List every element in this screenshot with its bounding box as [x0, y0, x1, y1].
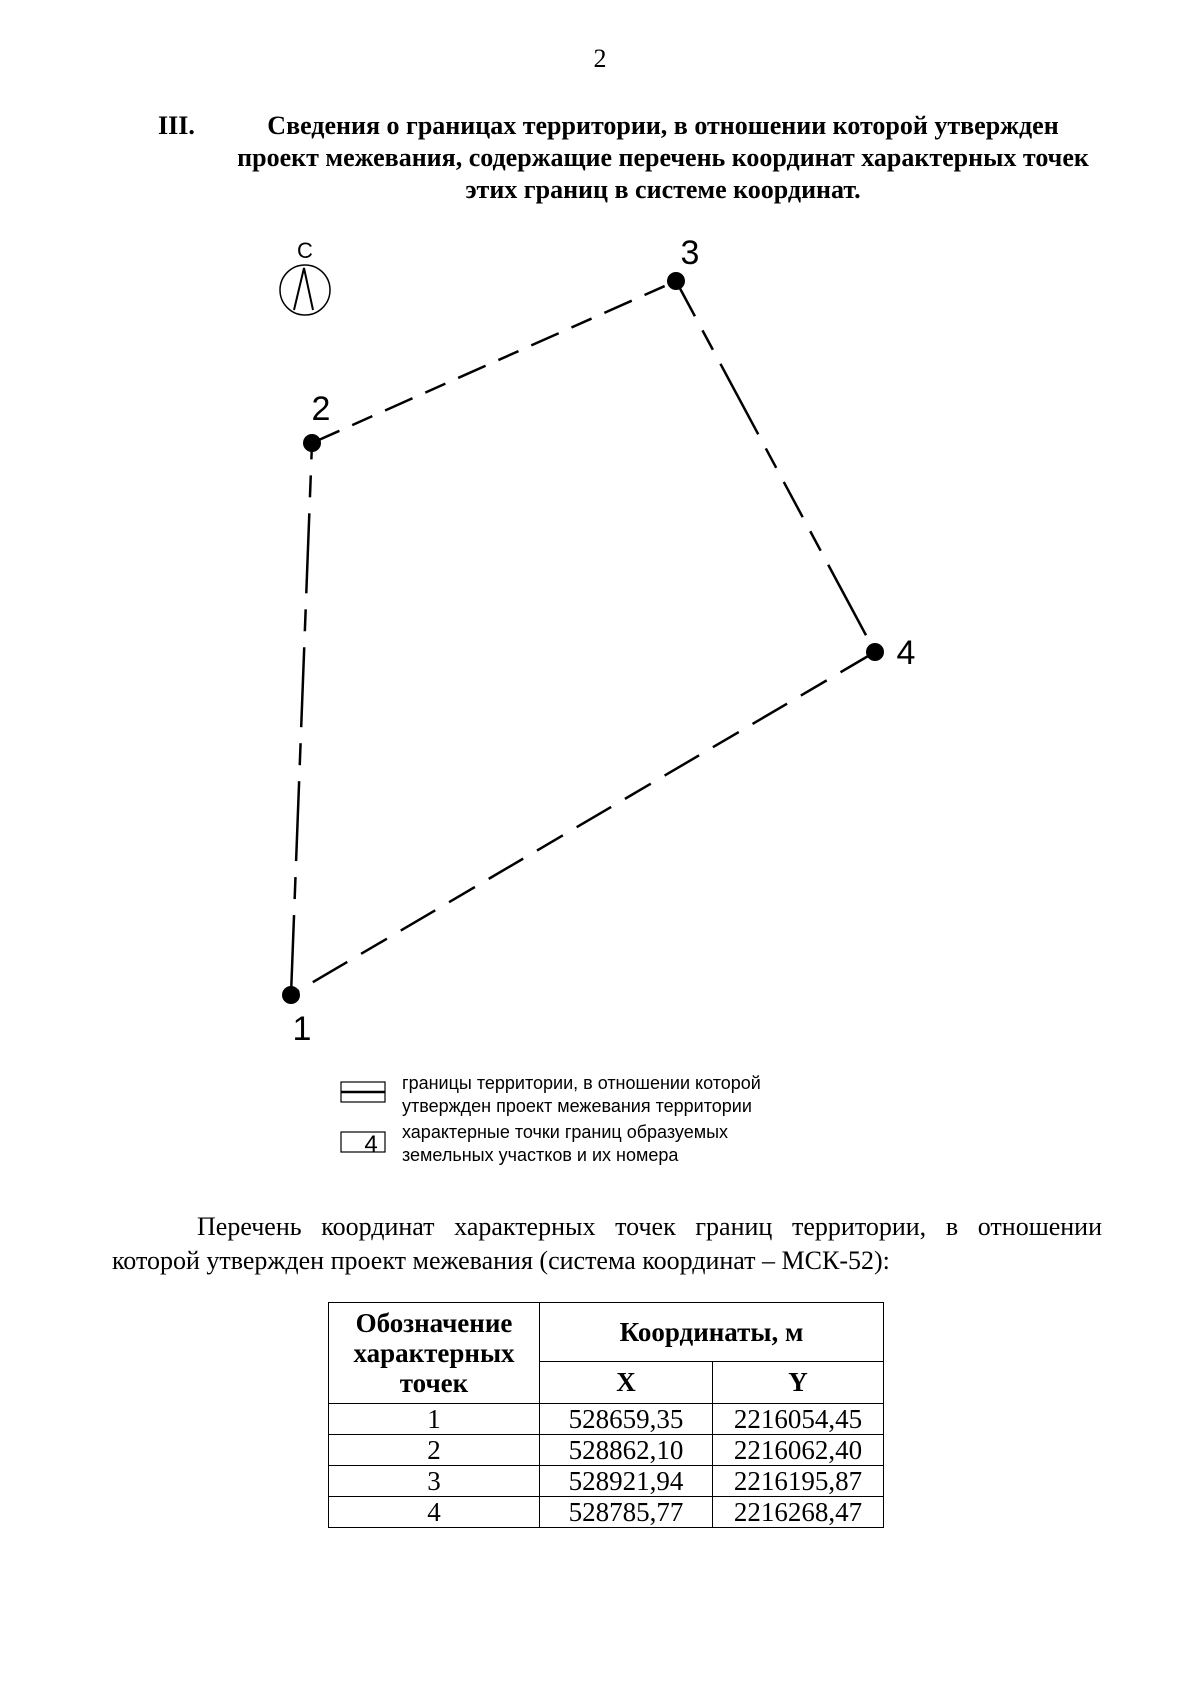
legend-point-swatch: [341, 1132, 385, 1152]
point-3-marker: [667, 272, 685, 290]
table-row: [329, 1497, 884, 1528]
cell-point: 4: [329, 1497, 540, 1528]
legend-point-text-1: характерные точки границ образуемых: [402, 1122, 729, 1142]
cell-x: 528921,94: [540, 1466, 713, 1497]
legend: [341, 1073, 761, 1165]
point-2-label: 2: [311, 390, 331, 428]
header-y: Y: [713, 1361, 884, 1403]
table-row: [329, 1404, 884, 1435]
legend-line-text-2: утвержден проект межевания территории: [402, 1096, 752, 1116]
cell-y: 2216054,45: [713, 1404, 884, 1435]
intro-paragraph: Перечень координат характерных точек границ территории, в отношении которой утвержден проект межевания (система координат – МСК-52):: [112, 1212, 1102, 1275]
section-title: Сведения о границах территории, в отношении которой утвержден проект межевания, содержащие перечень координат характерных точек этих границ в системе координат.: [237, 111, 1089, 204]
legend-point-text-2: земельных участков и их номера: [402, 1145, 679, 1165]
point-1-label: 1: [292, 1010, 312, 1048]
point-1-marker: [282, 986, 300, 1004]
point-3-label: 3: [680, 234, 700, 272]
table-row: [329, 1466, 884, 1497]
header-x: X: [540, 1361, 713, 1403]
point-4-marker: [866, 643, 884, 661]
coordinates-table: [328, 1302, 884, 1528]
section-number: III.: [158, 111, 195, 140]
boundary-points: [282, 234, 915, 1048]
page-number: 2: [593, 44, 607, 73]
legend-point-sample: 4: [364, 1131, 378, 1158]
cell-y: 2216195,87: [713, 1466, 884, 1497]
cell-y: 2216062,40: [713, 1435, 884, 1466]
cell-point: 2: [329, 1435, 540, 1466]
point-2-marker: [303, 434, 321, 452]
north-arrow-icon: [280, 238, 330, 315]
legend-line-text-1: границы территории, в отношении которой: [402, 1073, 761, 1093]
cell-x: 528659,35: [540, 1404, 713, 1435]
cell-point: 3: [329, 1466, 540, 1497]
header-point-designation: Обозначение характерных точек: [329, 1303, 540, 1404]
table-row: [329, 1435, 884, 1466]
cell-x: 528862,10: [540, 1435, 713, 1466]
north-arrow-label: С: [297, 238, 313, 263]
boundary-lines: [291, 281, 875, 995]
cell-y: 2216268,47: [713, 1497, 884, 1528]
cell-point: 1: [329, 1404, 540, 1435]
cell-x: 528785,77: [540, 1497, 713, 1528]
header-coordinates: Координаты, м: [540, 1303, 884, 1362]
point-4-label: 4: [896, 634, 916, 672]
